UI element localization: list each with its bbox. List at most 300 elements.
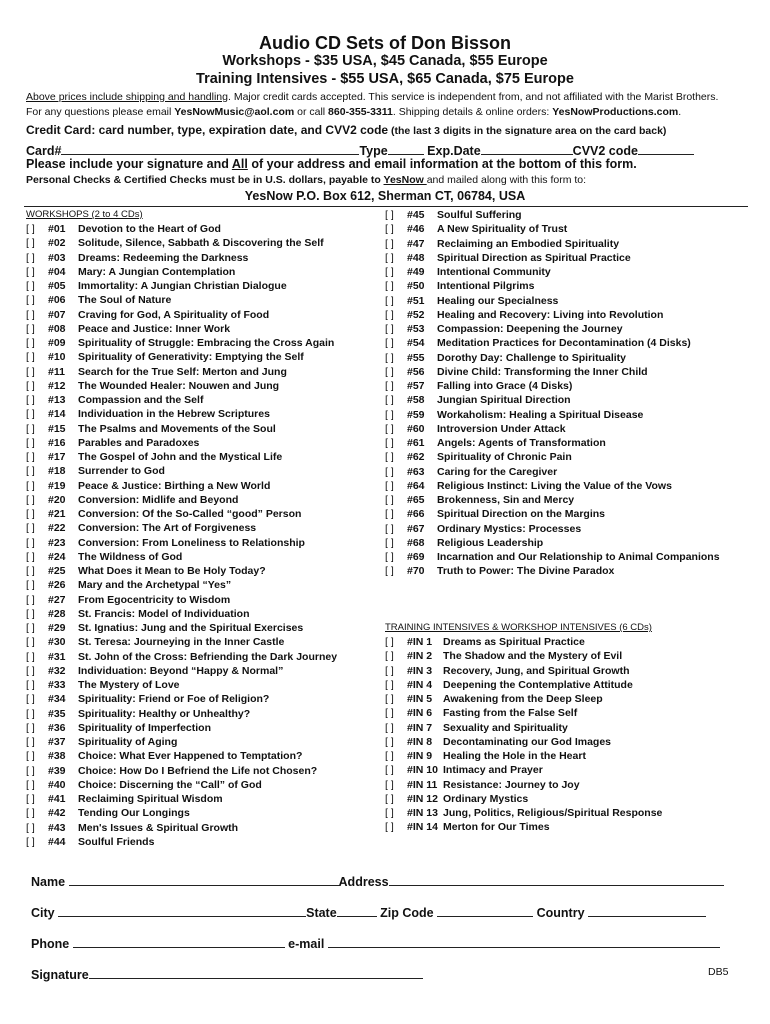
order-checkbox[interactable]: [ ] [26, 451, 35, 463]
pricing-note-rest: . Major credit cards accepted. This service is independent from, and not affiliated with the Marist Brothers. [227, 91, 719, 103]
item-title: Recovery, Jung, and Spiritual Growth [443, 664, 630, 677]
item-title: Spirituality: Healthy or Unhealthy? [78, 707, 251, 720]
order-checkbox[interactable]: [ ] [385, 750, 394, 762]
order-checkbox[interactable]: [ ] [26, 579, 35, 592]
card-number-label: Card# [26, 144, 62, 158]
item-number: #46 [407, 223, 425, 236]
order-checkbox[interactable]: [ ] [26, 379, 35, 392]
item-title: Religious Leadership [437, 536, 544, 549]
order-checkbox[interactable]: [ ] [26, 251, 35, 264]
order-checkbox[interactable]: [ ] [26, 736, 35, 748]
item-number: #18 [48, 465, 66, 478]
order-checkbox[interactable]: [ ] [26, 365, 35, 378]
contact-email-link[interactable]: YesNowMusic@aol.com [174, 106, 295, 118]
name-address-row [31, 873, 724, 889]
item-number: #IN 5 [407, 693, 433, 705]
list-item [26, 521, 337, 535]
item-title: Healing our Specialness [437, 294, 559, 307]
item-number: #IN 9 [407, 750, 433, 762]
order-checkbox[interactable]: [ ] [26, 493, 35, 506]
list-item [385, 493, 720, 507]
order-checkbox[interactable]: [ ] [26, 565, 35, 577]
city-field[interactable] [58, 904, 306, 917]
order-checkbox[interactable]: [ ] [26, 650, 35, 663]
list-item [26, 464, 337, 478]
item-title: St. John of the Cross: Befriending the Dark Journey [78, 650, 338, 663]
item-number: #IN 3 [407, 664, 433, 677]
item-title: Merton for Our Times [443, 821, 550, 834]
list-item [385, 393, 720, 407]
order-checkbox[interactable]: [ ] [26, 508, 35, 520]
item-title: Workaholism: Healing a Spiritual Disease [437, 408, 644, 421]
item-title: Compassion and the Self [78, 394, 204, 406]
order-checkbox[interactable]: [ ] [385, 408, 394, 421]
cvv2-field[interactable] [638, 142, 694, 155]
item-title: Parables and Paradoxes [78, 436, 200, 449]
name-field[interactable] [69, 873, 339, 886]
order-checkbox[interactable]: [ ] [385, 721, 394, 734]
zip-field[interactable] [437, 904, 533, 917]
item-number: #17 [48, 451, 66, 463]
order-checkbox[interactable]: [ ] [26, 593, 35, 606]
order-checkbox[interactable]: [ ] [385, 437, 394, 449]
list-item [385, 237, 720, 251]
item-title: Falling into Grace (4 Disks) [437, 380, 573, 392]
order-checkbox[interactable]: [ ] [26, 821, 35, 834]
item-title: What Does it Mean to Be Holy Today? [78, 565, 266, 577]
order-checkbox[interactable]: [ ] [26, 807, 35, 820]
list-item [26, 293, 337, 307]
item-number: #26 [48, 579, 66, 592]
item-number: #IN 14 [407, 821, 438, 834]
item-number: #08 [48, 322, 66, 335]
item-number: #30 [48, 636, 66, 649]
item-title: Caring for the Caregiver [437, 465, 558, 478]
intensives-price-line: Training Intensives - $55 USA, $65 Canada, $75 Europe [196, 71, 574, 87]
list-item [26, 350, 337, 364]
order-checkbox[interactable]: [ ] [385, 251, 394, 264]
order-checkbox[interactable]: [ ] [26, 422, 35, 435]
order-checkbox[interactable]: [ ] [26, 237, 35, 250]
phone-field[interactable] [73, 935, 285, 948]
order-checkbox[interactable]: [ ] [385, 479, 394, 492]
list-item [385, 649, 662, 663]
order-checkbox[interactable]: [ ] [385, 636, 394, 648]
email-label: e-mail [288, 937, 325, 951]
list-item [385, 692, 662, 706]
item-title: Awakening from the Deep Sleep [443, 693, 603, 705]
checks-text-1: Personal Checks & Certified Checks must be in U.S. dollars, payable to [26, 174, 384, 186]
item-title: Conversion: From Loneliness to Relationship [78, 536, 305, 549]
order-checkbox[interactable]: [ ] [385, 551, 394, 563]
item-title: Sexuality and Spirituality [443, 721, 568, 734]
item-title: Deepening the Contemplative Attitude [443, 678, 633, 691]
item-number: #37 [48, 736, 66, 748]
item-title: Choice: How Do I Befriend the Life not Chosen? [78, 764, 318, 777]
item-title: Angels: Agents of Transformation [437, 437, 606, 449]
item-number: #66 [407, 508, 425, 521]
order-checkbox[interactable]: [ ] [26, 721, 35, 734]
order-checkbox[interactable]: [ ] [385, 764, 394, 777]
item-number: #24 [48, 550, 66, 563]
item-title: Fasting from the False Self [443, 707, 578, 720]
order-checkbox[interactable]: [ ] [385, 494, 394, 506]
card-type-label: Type [359, 144, 388, 158]
order-checkbox[interactable]: [ ] [26, 764, 35, 777]
item-number: #39 [48, 764, 66, 777]
name-label: Name [31, 875, 66, 889]
item-number: #22 [48, 522, 66, 535]
contact-text-4: . [678, 106, 682, 118]
order-checkbox[interactable]: [ ] [26, 280, 35, 292]
item-number: #28 [48, 607, 66, 620]
item-title: Soulful Friends [78, 835, 155, 848]
country-label: Country [536, 906, 585, 920]
order-checkbox[interactable]: [ ] [385, 351, 394, 364]
order-checkbox[interactable]: [ ] [26, 265, 35, 278]
list-item [385, 408, 720, 422]
order-checkbox[interactable]: [ ] [385, 266, 394, 278]
order-checkbox[interactable]: [ ] [385, 451, 394, 464]
list-item [26, 593, 337, 607]
order-checkbox[interactable]: [ ] [385, 778, 394, 791]
order-checkbox[interactable]: [ ] [26, 479, 35, 492]
list-item [26, 308, 337, 322]
order-checkbox[interactable]: [ ] [26, 622, 35, 634]
list-item [385, 550, 720, 564]
item-title: Conversion: Of the So-Called “good” Person [78, 508, 302, 520]
item-number: #IN 1 [407, 636, 433, 648]
order-checkbox[interactable]: [ ] [26, 436, 35, 449]
list-item [385, 322, 720, 336]
list-item [26, 806, 337, 820]
order-checkbox[interactable]: [ ] [385, 693, 394, 705]
list-item [26, 764, 337, 778]
order-checkbox[interactable]: [ ] [385, 365, 394, 378]
list-item [385, 465, 720, 479]
list-item [26, 678, 337, 692]
order-checkbox[interactable]: [ ] [385, 323, 394, 335]
phone-email-row [31, 935, 720, 951]
order-checkbox[interactable]: [ ] [385, 394, 394, 407]
item-title: Spirituality of Aging [78, 736, 178, 748]
item-title: Reclaiming an Embodied Spirituality [437, 237, 620, 250]
exp-date-label: Exp.Date [427, 144, 481, 158]
item-number: #67 [407, 522, 425, 535]
state-label: State [306, 906, 337, 920]
item-title: Spirituality of Struggle: Embracing the Cross Again [78, 337, 335, 349]
workshops-list-left [26, 222, 337, 849]
list-item [385, 351, 720, 365]
list-item [385, 308, 720, 322]
item-number: #50 [407, 280, 425, 293]
order-checkbox[interactable]: [ ] [385, 209, 394, 221]
item-title: Spiritual Direction on the Margins [437, 508, 606, 521]
item-number: #IN 13 [407, 807, 438, 819]
order-checkbox[interactable]: [ ] [385, 223, 394, 236]
order-checkbox[interactable]: [ ] [385, 821, 394, 834]
order-checkbox[interactable]: [ ] [26, 707, 35, 720]
item-number: #IN 11 [407, 778, 438, 791]
item-number: #01 [48, 223, 66, 235]
item-number: #10 [48, 351, 66, 364]
item-number: #38 [48, 750, 66, 763]
item-title: Jungian Spiritual Direction [437, 394, 571, 407]
item-title: Craving for God, A Spirituality of Food [78, 308, 270, 321]
checks-text-2: and mailed along with this form to: [426, 174, 587, 186]
list-item [385, 336, 720, 350]
order-checkbox[interactable]: [ ] [26, 337, 35, 349]
list-item [385, 507, 720, 521]
order-checkbox[interactable]: [ ] [385, 380, 394, 392]
item-title: Intimacy and Prayer [443, 764, 543, 777]
item-number: #12 [48, 379, 66, 392]
item-title: Soulful Suffering [437, 209, 522, 221]
item-number: #27 [48, 593, 66, 606]
item-title: Reclaiming Spiritual Wisdom [78, 793, 223, 805]
card-type-field[interactable] [388, 142, 424, 155]
item-title: Brokenness, Sin and Mercy [437, 494, 575, 506]
item-title: The Wounded Healer: Nouwen and Jung [78, 379, 280, 392]
exp-date-field[interactable] [481, 142, 573, 155]
order-checkbox[interactable]: [ ] [26, 693, 35, 706]
list-item [385, 749, 662, 763]
order-checkbox[interactable]: [ ] [26, 636, 35, 649]
item-number: #11 [48, 365, 65, 378]
address-label: Address [338, 875, 389, 889]
item-title: Men's Issues & Spiritual Growth [78, 821, 239, 834]
order-checkbox[interactable]: [ ] [385, 707, 394, 720]
order-checkbox[interactable]: [ ] [385, 792, 394, 805]
item-title: Introversion Under Attack [437, 422, 566, 435]
list-item [26, 265, 337, 279]
list-item [385, 763, 662, 777]
order-checkbox[interactable]: [ ] [26, 536, 35, 549]
order-checkbox[interactable]: [ ] [26, 664, 35, 677]
list-item [26, 436, 337, 450]
item-title: Jung, Politics, Religious/Spiritual Response [443, 807, 663, 819]
item-title: Healing the Hole in the Heart [443, 750, 586, 762]
signature-field[interactable] [89, 966, 423, 979]
item-title: Truth to Power: The Divine Paradox [437, 565, 615, 578]
order-checkbox[interactable]: [ ] [26, 394, 35, 406]
item-title: Dorothy Day: Challenge to Spirituality [437, 351, 627, 364]
item-number: #36 [48, 721, 66, 734]
item-title: The Wildness of God [78, 550, 183, 563]
list-item [26, 707, 337, 721]
item-number: #25 [48, 565, 66, 577]
item-title: St. Ignatius: Jung and the Spiritual Exercises [78, 622, 304, 634]
order-checkbox[interactable]: [ ] [26, 550, 35, 563]
order-checkbox[interactable]: [ ] [385, 650, 394, 663]
list-item [26, 336, 337, 350]
order-checkbox[interactable]: [ ] [385, 565, 394, 578]
list-item [26, 550, 337, 564]
list-item [385, 379, 720, 393]
instruction-text-2: of your address and email information at the bottom of this form. [247, 157, 637, 171]
item-number: #29 [48, 622, 66, 634]
order-checkbox[interactable]: [ ] [385, 678, 394, 691]
item-title: Decontaminating our God Images [443, 735, 612, 748]
item-title: Ordinary Mystics [443, 792, 529, 805]
list-item [26, 407, 337, 421]
page-title: Audio CD Sets of Don Bisson [259, 33, 511, 53]
order-checkbox[interactable]: [ ] [26, 778, 35, 791]
order-checkbox[interactable]: [ ] [385, 735, 394, 748]
state-field[interactable] [337, 904, 377, 917]
email-field[interactable] [328, 935, 720, 948]
list-item [385, 279, 720, 293]
order-checkbox[interactable]: [ ] [26, 835, 35, 848]
list-item [385, 721, 662, 735]
item-number: #68 [407, 536, 425, 549]
list-item [26, 621, 337, 635]
item-number: #47 [407, 237, 425, 250]
item-number: #IN 4 [407, 678, 433, 691]
zip-label: Zip Code [380, 906, 434, 920]
list-item [26, 422, 337, 436]
list-item [385, 564, 720, 578]
order-checkbox[interactable]: [ ] [26, 294, 35, 307]
list-item [385, 536, 720, 550]
item-title: Spirituality of Imperfection [78, 721, 212, 734]
order-checkbox[interactable]: [ ] [385, 422, 394, 435]
list-item [26, 493, 337, 507]
item-title: Search for the True Self: Merton and Jung [78, 365, 287, 378]
item-number: #62 [407, 451, 425, 464]
order-checkbox[interactable]: [ ] [385, 308, 394, 321]
contact-text-3: . Shipping details & online orders: [392, 106, 553, 118]
order-checkbox[interactable]: [ ] [26, 465, 35, 478]
list-item [26, 578, 337, 592]
list-item [385, 778, 662, 792]
country-field[interactable] [588, 904, 706, 917]
item-title: Spirituality of Generativity: Emptying the Self [78, 351, 304, 364]
item-number: #35 [48, 707, 66, 720]
item-number: #19 [48, 479, 66, 492]
item-title: Intentional Community [437, 266, 551, 278]
order-checkbox[interactable]: [ ] [26, 308, 35, 321]
order-checkbox[interactable]: [ ] [385, 522, 394, 535]
order-checkbox[interactable]: [ ] [26, 322, 35, 335]
item-title: Choice: Discerning the “Call” of God [78, 778, 262, 791]
list-item [26, 735, 337, 749]
list-item [385, 635, 662, 649]
item-title: St. Teresa: Journeying in the Inner Castle [78, 636, 285, 649]
list-item [385, 678, 662, 692]
order-checkbox[interactable]: [ ] [26, 793, 35, 805]
order-checkbox[interactable]: [ ] [385, 807, 394, 819]
item-title: Mary: A Jungian Contemplation [78, 265, 236, 278]
order-checkbox[interactable]: [ ] [385, 237, 394, 250]
item-number: #20 [48, 493, 66, 506]
list-item [26, 835, 337, 849]
cvv2-label: CVV2 code [572, 144, 638, 158]
order-checkbox[interactable]: [ ] [26, 351, 35, 364]
order-checkbox[interactable]: [ ] [385, 664, 394, 677]
item-title: Ordinary Mystics: Processes [437, 522, 582, 535]
list-item [26, 507, 337, 521]
item-number: #IN 8 [407, 735, 433, 748]
list-item [385, 706, 662, 720]
instruction-all: All [231, 157, 248, 171]
item-title: Incarnation and Our Relationship to Animal Companions [437, 551, 720, 563]
website-link[interactable]: YesNowProductions.com [552, 106, 679, 118]
item-number: #23 [48, 536, 66, 549]
list-item [385, 792, 662, 806]
workshops-list-right [385, 208, 720, 579]
order-checkbox[interactable]: [ ] [385, 337, 394, 350]
list-item [26, 222, 337, 236]
order-checkbox[interactable]: [ ] [385, 294, 394, 307]
item-title: Conversion: Midlife and Beyond [78, 493, 239, 506]
item-number: #16 [48, 436, 66, 449]
credit-card-heading-text: Credit Card: card number, type, expiration date, and CVV2 code [26, 123, 389, 137]
form-code: DB5 [708, 966, 729, 978]
order-checkbox[interactable]: [ ] [385, 280, 394, 293]
list-item [385, 251, 720, 265]
item-number: #43 [48, 821, 66, 834]
item-number: #48 [407, 251, 425, 264]
item-title: Tending Our Longings [78, 807, 190, 820]
item-number: #54 [407, 337, 425, 350]
card-number-field[interactable] [61, 142, 359, 155]
order-checkbox[interactable]: [ ] [26, 750, 35, 763]
list-item [26, 236, 337, 250]
item-number: #45 [407, 209, 425, 221]
order-checkbox[interactable]: [ ] [26, 522, 35, 535]
item-number: #21 [48, 508, 66, 520]
address-field[interactable] [389, 873, 724, 886]
order-checkbox[interactable]: [ ] [26, 679, 35, 691]
item-number: #70 [407, 565, 425, 578]
item-title: Resistance: Journey to Joy [443, 778, 580, 791]
item-number: #64 [407, 479, 425, 492]
item-title: Individuation: Beyond “Happy & Normal” [78, 664, 284, 677]
pricing-note [26, 91, 746, 103]
checks-payee: YesNow [383, 174, 427, 186]
item-title: Compassion: Deepening the Journey [437, 323, 623, 335]
list-item [385, 522, 720, 536]
item-title: A New Spirituality of Trust [437, 223, 568, 236]
order-checkbox[interactable]: [ ] [385, 465, 394, 478]
order-checkbox[interactable]: [ ] [385, 536, 394, 549]
list-item [26, 692, 337, 706]
item-title: Meditation Practices for Decontamination (4 Disks) [437, 337, 691, 350]
order-checkbox[interactable]: [ ] [26, 408, 35, 421]
item-number: #63 [407, 465, 425, 478]
order-checkbox[interactable]: [ ] [26, 607, 35, 620]
item-title: Solitude, Silence, Sabbath & Discovering the Self [78, 237, 324, 250]
item-number: #69 [407, 551, 425, 563]
item-number: #59 [407, 408, 425, 421]
item-number: #33 [48, 679, 66, 691]
item-title: Spirituality: Friend or Foe of Religion? [78, 693, 270, 706]
instruction-text-1: Please include your signature and [26, 157, 232, 171]
item-number: #56 [407, 365, 425, 378]
item-number: #15 [48, 422, 66, 435]
item-number: #42 [48, 807, 66, 820]
order-checkbox[interactable]: [ ] [26, 223, 35, 235]
contact-text-1: For any questions please email [26, 106, 175, 118]
workshops-price-line: Workshops - $35 USA, $45 Canada, $55 Europe [222, 53, 548, 69]
item-number: #03 [48, 251, 66, 264]
checks-instruction [26, 174, 746, 186]
contact-text-2: or call [294, 106, 329, 118]
list-item [26, 322, 337, 336]
list-item [26, 379, 337, 393]
order-checkbox[interactable]: [ ] [385, 508, 394, 521]
